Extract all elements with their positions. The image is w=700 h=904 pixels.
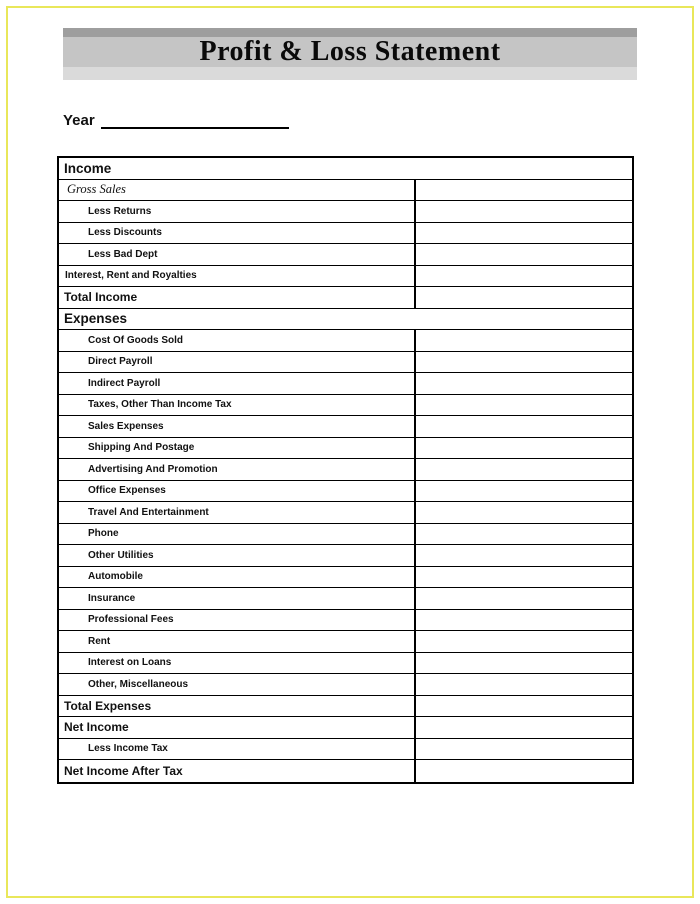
- row-value-cell: [414, 416, 632, 437]
- table-row: [59, 502, 632, 524]
- row-label: Income: [64, 160, 112, 176]
- table-row: [59, 567, 632, 589]
- row-label: Less Returns: [88, 205, 152, 217]
- table-row: [59, 717, 632, 739]
- row-label: Office Expenses: [88, 485, 166, 497]
- row-label: Insurance: [88, 592, 136, 604]
- table-row: [59, 223, 632, 245]
- row-label: Other Utilities: [88, 549, 154, 561]
- row-value-cell: [414, 545, 632, 566]
- row-value-cell: [414, 180, 632, 201]
- row-label: Sales Expenses: [88, 420, 164, 432]
- row-value-cell: [414, 266, 632, 287]
- row-label: Cost Of Goods Sold: [88, 334, 183, 346]
- row-value-cell: [414, 481, 632, 502]
- row-label: Automobile: [88, 571, 143, 583]
- row-value-cell: [414, 631, 632, 652]
- table-row: [59, 481, 632, 503]
- row-label: Less Income Tax: [88, 743, 168, 755]
- row-value-cell: [414, 330, 632, 351]
- row-value-cell: [414, 287, 632, 308]
- table-row: [59, 739, 632, 761]
- row-label: Expenses: [64, 311, 128, 327]
- table-row: [59, 524, 632, 546]
- row-label: Total Income: [64, 290, 138, 305]
- row-value-cell: [414, 588, 632, 609]
- row-label: Other, Miscellaneous: [88, 678, 189, 690]
- row-value-cell: [414, 610, 632, 631]
- pl-table: [57, 156, 634, 784]
- row-label: Interest, Rent and Royalties: [65, 270, 197, 282]
- row-label: Professional Fees: [88, 614, 174, 626]
- table-row: [59, 610, 632, 632]
- row-value-cell: [414, 223, 632, 244]
- row-value-cell: [414, 352, 632, 373]
- row-value-cell: [414, 373, 632, 394]
- table-row: [59, 244, 632, 266]
- table-row: [59, 696, 632, 718]
- row-label: Net Income: [64, 720, 129, 735]
- row-value-cell: [414, 674, 632, 695]
- table-row: [59, 373, 632, 395]
- row-label: Advertising And Promotion: [88, 463, 218, 475]
- row-value-cell: [414, 760, 632, 782]
- table-row: [59, 395, 632, 417]
- row-label: Travel And Entertainment: [88, 506, 209, 518]
- row-label: Less Bad Dept: [88, 248, 158, 260]
- row-label: Rent: [88, 635, 111, 647]
- row-label: Interest on Loans: [88, 657, 172, 669]
- table-row: [59, 653, 632, 675]
- table-row: [59, 459, 632, 481]
- row-value-cell: [414, 567, 632, 588]
- row-label: Indirect Payroll: [88, 377, 161, 389]
- table-row: [59, 201, 632, 223]
- row-label: Shipping And Postage: [88, 442, 195, 454]
- year-row: [63, 112, 289, 129]
- table-row: [59, 287, 632, 309]
- table-row: [59, 158, 632, 180]
- table-row: [59, 588, 632, 610]
- row-value-cell: [414, 524, 632, 545]
- row-value-cell: [414, 502, 632, 523]
- row-value-cell: [414, 395, 632, 416]
- table-row: [59, 266, 632, 288]
- row-label: Net Income After Tax: [64, 763, 183, 778]
- table-row: [59, 352, 632, 374]
- row-label: Less Discounts: [88, 227, 162, 239]
- row-label: Total Expenses: [64, 698, 152, 713]
- row-value-cell: [414, 438, 632, 459]
- title-banner: [63, 28, 637, 80]
- year-blank-line: [101, 112, 289, 129]
- page-title: Profit & Loss Statement: [199, 36, 501, 67]
- table-row: [59, 416, 632, 438]
- row-value-cell: [414, 739, 632, 760]
- table-row: [59, 330, 632, 352]
- row-label: Phone: [88, 528, 119, 540]
- row-value-cell: [414, 696, 632, 717]
- row-value-cell: [414, 244, 632, 265]
- table-row: [59, 674, 632, 696]
- row-value-cell: [414, 459, 632, 480]
- table-row: [59, 631, 632, 653]
- table-row: [59, 760, 632, 782]
- table-row: [59, 309, 632, 331]
- table-row: [59, 545, 632, 567]
- year-label: Year: [63, 112, 95, 129]
- row-label: Direct Payroll: [88, 356, 153, 368]
- row-value-cell: [414, 653, 632, 674]
- table-row: [59, 438, 632, 460]
- row-value-cell: [414, 717, 632, 738]
- row-label: Taxes, Other Than Income Tax: [88, 399, 232, 411]
- table-row: [59, 180, 632, 202]
- row-value-cell: [414, 201, 632, 222]
- row-label: Gross Sales: [67, 182, 126, 197]
